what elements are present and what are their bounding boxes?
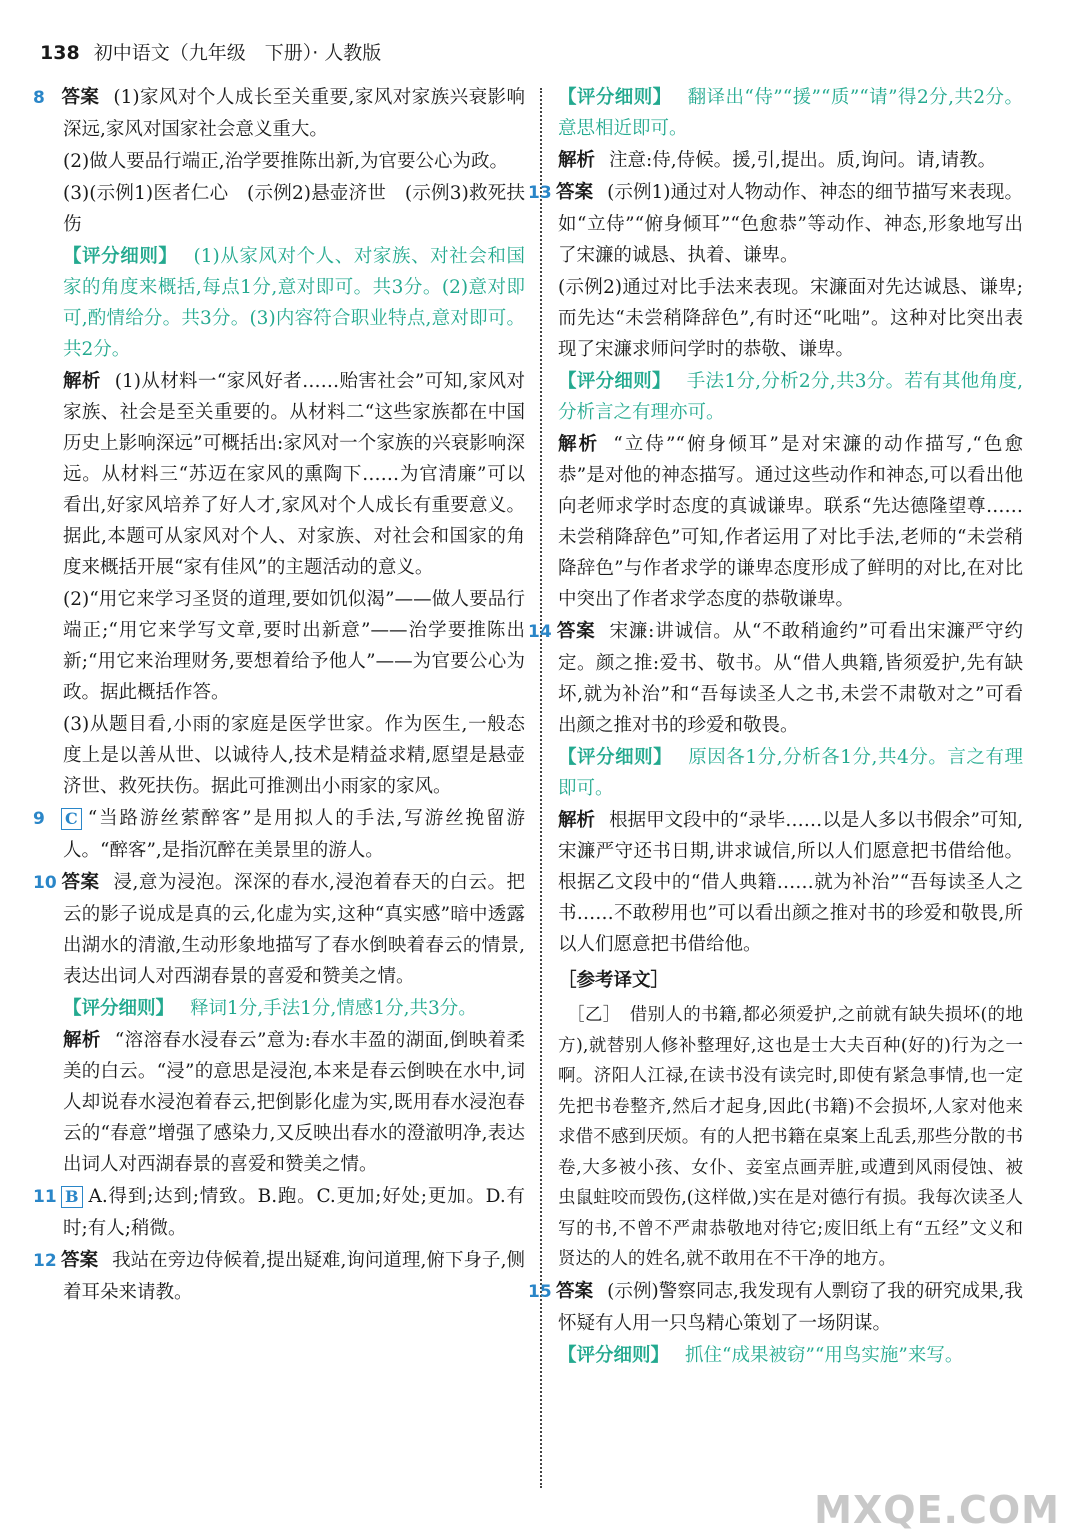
answer-paragraph	[33, 1245, 525, 1308]
paragraph-text: (1)家风对个人成长至关重要,家风对家族兴衰影响深远,家风对国家社会意义重大。	[63, 87, 525, 140]
scoring-rules	[558, 1340, 1023, 1371]
choice-answer: C	[61, 808, 82, 830]
question-number: 12	[33, 1251, 57, 1271]
page-number: 138	[40, 42, 80, 64]
paragraph-text: 抓住“成果被窃”“用鸟实施”来写。	[685, 1344, 964, 1366]
paragraph-text: “当路游丝萦醉客”是用拟人的手法,写游丝挽留游人。“醉客”,是指沉醉在美景里的游人。	[63, 808, 525, 861]
watermark: MXQE.COM	[814, 1488, 1060, 1532]
section-label: 解析	[63, 1030, 101, 1051]
answer-paragraph	[63, 584, 525, 708]
answer-paragraph	[63, 709, 525, 802]
answer-paragraph	[558, 429, 1023, 615]
section-label: 解析	[63, 371, 101, 392]
paragraph-text: 根据甲文段中的“录毕……以是人多以书假余”可知,宋濂严守还书日期,讲求诚信,所以人们愿意把书借给他。根据乙文段中的“借人典籍……就为补治”“吾每读圣人之书……不敢秽用也”可以看出颜之推对书的珍爱和敬畏,所以人们愿意把书借给他。	[558, 810, 1023, 955]
answer-paragraph	[33, 82, 525, 145]
section-label: 答案	[556, 182, 594, 203]
paragraph-text: 原因各1分,分析各1分,共4分。言之有理即可。	[558, 747, 1023, 799]
paragraph-text: (示例1)通过对人物动作、神态的细节描写来表现。如“立侍”“俯身倾耳”“色愈恭”等动作、神态,形象地写出了宋濂的诚恳、执着、谦卑。	[558, 182, 1023, 266]
scoring-rules	[558, 742, 1023, 804]
answer-paragraph	[63, 178, 525, 240]
paragraph-text: (3)(示例1)医者仁心 (示例2)悬壶济世 (示例3)救死扶伤	[63, 183, 525, 235]
paragraph-text: 宋濂:讲诚信。从“不敢稍逾约”可看出宋濂严守约定。颜之推:爱书、敬书。从“借人典籍,皆须爱护,先有缺坏,就为补治”和“吾每读圣人之书,未尝不肃敬对之”可看出颜之推对书的珍爱和敬畏。	[558, 621, 1023, 736]
answer-paragraph	[63, 366, 525, 583]
answer-paragraph	[528, 177, 1023, 271]
question-number: 11	[33, 1187, 57, 1207]
paragraph-text: ［乙］ 借别人的书籍,都必须爱护,之前就有缺失损坏(的地方),就替别人修补整理好,这也是士大夫百种(好的)行为之一啊。济阳人江禄,在读书没有读完时,即使有紧急事情,也一定先把书卷整齐,然后才起身,因此(书籍)不会损坏,人家对他来求借不感到厌烦。有的人把书籍在桌案上乱丢,那些分散的书卷,大多被小孩、女仆、妾室点画弄脏,或遭到风雨侵蚀、被虫鼠蛀咬而毁伤,(这样做,)实在是对德行有损。我每次读圣人写的书,不曾不严肃恭敬地对待它;废旧纸上有“五经”文义和贤达的人的姓名,就不敢用在不干净的地方。	[558, 1005, 1023, 1269]
paragraph-text: (示例)警察同志,我发现有人剽窃了我的研究成果,我怀疑有人用一只鸟精心策划了一场阴谋。	[558, 1280, 1023, 1334]
section-label: 解析	[558, 150, 596, 171]
answer-paragraph	[33, 1181, 525, 1244]
paragraph-text: A.得到;达到;情致。B.跑。C.更加;好处;更加。D.有时;有人;稍微。	[63, 1186, 525, 1239]
answer-paragraph	[63, 1025, 525, 1180]
scoring-rules	[63, 993, 525, 1024]
answer-paragraph	[558, 805, 1023, 960]
right-column	[528, 82, 1023, 1372]
question-number: 14	[528, 622, 552, 642]
answer-paragraph	[528, 616, 1023, 741]
section-label: 解析	[558, 810, 596, 831]
paragraph-text: 释词1分,手法1分,情感1分,共3分。	[190, 998, 477, 1019]
left-column	[33, 82, 525, 1309]
paragraph-text: 我站在旁边侍候着,提出疑难,询问道理,俯下身子,侧着耳朵来请教。	[63, 1250, 525, 1303]
scoring-rules	[63, 241, 525, 365]
paragraph-text: (3)从题目看,小雨的家庭是医学世家。作为医生,一般态度上是以善从世、以诚待人,技术是精益求精,愿望是悬壶济世、救死扶伤。据此可推测出小雨家的家风。	[63, 714, 525, 797]
paragraph-text: “溶溶春水浸春云”意为:春水丰盈的湖面,倒映着柔美的白云。“浸”的意思是浸泡,本来是春云倒映在水中,词人却说春水浸泡着春云,把倒影化虚为实,既用春水浸泡春云的“春意”增强了感染力,又反映出春水的澄澈明净,表达出词人对西湖春景的喜爱和赞美之情。	[63, 1030, 525, 1175]
answer-paragraph	[558, 145, 1023, 176]
paragraph-text: 浸,意为浸泡。深深的春水,浸泡着春天的白云。把云的影子说成是真的云,化虚为实,这种“真实感”暗中透露出湖水的清澈,生动形象地描写了春水倒映着春云的情景,表达出词人对西湖春景的喜爱和赞美之情。	[63, 872, 525, 987]
scoring-rules	[558, 82, 1023, 144]
paragraph-text: (示例2)通过对比手法来表现。宋濂面对先达诚恳、谦卑;而先达“未尝稍降辞色”,有时还“叱咄”。这种对比突出表现了宋濂求师问学时的恭敬、谦卑。	[558, 277, 1023, 360]
paragraph-text: (2)“用它来学习圣贤的道理,要如饥似渴”——做人要品行端正;“用它来学写文章,要时出新意”——治学要推陈出新;“用它来治理财务,要想着给予他人”——为官要公心为政。据此概括作答。	[63, 589, 525, 703]
scoring-label: 【评分细则】	[558, 371, 671, 392]
answer-paragraph	[33, 867, 525, 992]
answer-paragraph	[558, 272, 1023, 365]
scoring-label: 【评分细则】	[63, 246, 178, 267]
scoring-label: 【评分细则】	[558, 747, 673, 768]
paragraph-text: 手法1分,分析2分,共3分。若有其他角度,分析言之有理亦可。	[558, 371, 1023, 423]
question-number: 8	[33, 88, 45, 108]
answer-paragraph	[528, 1276, 1023, 1339]
question-number: 13	[528, 183, 552, 203]
section-label: 答案	[61, 1250, 99, 1271]
answer-paragraph	[63, 146, 525, 177]
book-title: 初中语文（九年级 下册）· 人教版	[93, 42, 382, 64]
paragraph-text: “立侍”“俯身倾耳”是对宋濂的动作描写,“色愈恭”是对他的神态描写。通过这些动作和神态,可以看出他向老师求学时态度的真诚谦卑。联系“先达德隆望尊……未尝稍降辞色”可知,作者运用了对比手法,老师的“未尝稍降辞色”与作者求学的谦卑态度形成了鲜明的对比,在对比中突出了作者求学态度的恭敬谦卑。	[558, 434, 1023, 610]
paragraph-text: 翻译出“侍”“援”“质”“请”得2分,共2分。意思相近即可。	[558, 87, 1023, 139]
question-number: 10	[33, 873, 57, 893]
reference-heading: ［参考译文］	[558, 970, 670, 991]
answer-paragraph	[33, 803, 525, 866]
scoring-label: 【评分细则】	[558, 87, 672, 108]
scoring-label: 【评分细则】	[558, 1344, 670, 1366]
scoring-label: 【评分细则】	[63, 998, 175, 1019]
section-label: 答案	[61, 872, 100, 893]
section-label: 答案	[556, 1280, 594, 1302]
section-label: 解析	[558, 434, 600, 455]
translation-text	[558, 1000, 1023, 1275]
paragraph-text: (1)从材料一“家风好者……贻害社会”可知,家风对家族、社会是至关重要的。从材料二“这些家族都在中国历史上影响深远”可概括出:家风对一个家族的兴衰影响深远。从材料三“苏迈在家风的熏陶下……为官清廉”可以看出,好家风培养了好人才,家风对个人成长有重要意义。据此,本题可从家风对个人、对家族、对社会和国家的角度来概括开展“家有佳风”的主题活动的意义。	[63, 371, 525, 578]
choice-answer: B	[61, 1186, 83, 1208]
paragraph-text: (1)从家风对个人、对家族、对社会和国家的角度来概括,每点1分,意对即可。共3分。(2)意对即可,酌情给分。共3分。(3)内容符合职业特点,意对即可。共2分。	[63, 246, 525, 360]
paragraph-text: (2)做人要品行端正,治学要推陈出新,为官要公心为政。	[63, 151, 508, 172]
question-number: 9	[33, 809, 45, 829]
section-label: 答案	[61, 87, 100, 108]
scoring-rules	[558, 366, 1023, 428]
paragraph-text: 注意:侍,侍候。援,引,提出。质,询问。请,请教。	[609, 150, 997, 171]
section-label: 答案	[556, 621, 596, 642]
question-number: 15	[528, 1281, 552, 1302]
page-header	[40, 38, 381, 65]
